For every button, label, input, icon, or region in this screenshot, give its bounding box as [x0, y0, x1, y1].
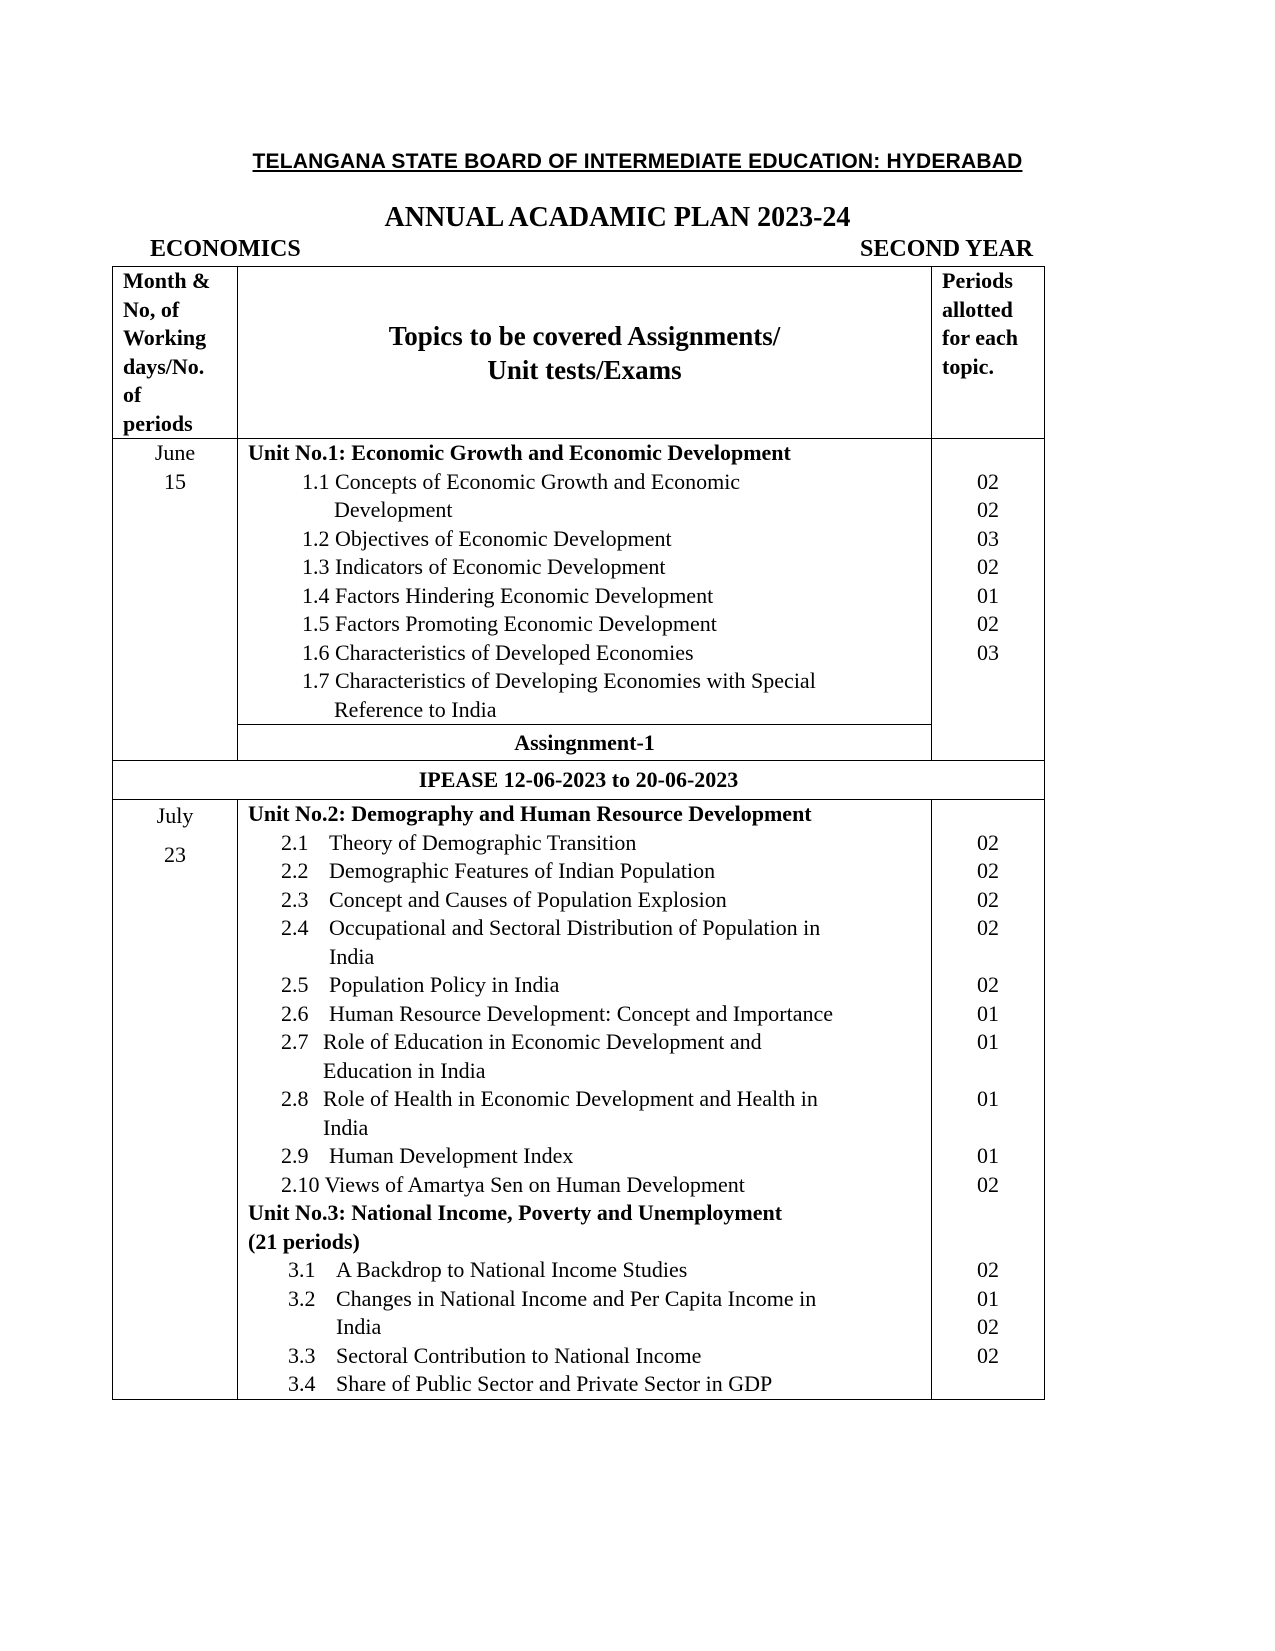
- board-title: TELANGANA STATE BOARD OF INTERMEDIATE EDUCATION: HYDERABAD: [252, 150, 1023, 173]
- period-value: 02: [977, 858, 999, 883]
- topic-line: Reference to India: [334, 696, 497, 722]
- period-value: 01: [977, 1000, 999, 1026]
- topic-line: 3.1 A Backdrop to National Income Studies: [288, 1257, 688, 1282]
- period-value: 02: [977, 886, 999, 912]
- topic-line: 1.7 Characteristics of Developing Economies with Special: [302, 668, 816, 693]
- topic-line: 1.6 Characteristics of Developed Economies: [302, 639, 694, 665]
- table-header-row: [113, 267, 1045, 439]
- period-value: 02: [977, 554, 999, 579]
- topic-line-continued: India: [329, 943, 375, 969]
- period-value: 02: [977, 1171, 999, 1197]
- subject-label: ECONOMICS: [150, 236, 301, 262]
- working-days: 15: [164, 468, 186, 494]
- period-value: [932, 1228, 1044, 1257]
- topic-line: 2.7 Role of Education in Economic Development and: [281, 1029, 762, 1054]
- period-value: 03: [977, 639, 999, 665]
- month-name: July: [156, 803, 194, 828]
- unit-heading: Unit No.2: Demography and Human Resource Development: [248, 801, 812, 826]
- topic-line: 2.9 Human Development Index: [281, 1143, 574, 1168]
- periods-cell-june: [932, 439, 1045, 761]
- year-label: SECOND YEAR: [860, 236, 1034, 262]
- table-row-july: [113, 800, 1045, 1400]
- topics-column-header: Topics to be covered Assignments/ Unit tests/Exams: [238, 267, 932, 439]
- month-cell-june: [113, 439, 238, 761]
- topic-line: 2.2 Demographic Features of Indian Population: [281, 858, 716, 883]
- periods-column-header: Periods allotted for each topic.: [932, 267, 1045, 439]
- period-value: 02: [977, 497, 999, 522]
- topic-line: 3.2 Changes in National Income and Per Capita Income in: [288, 1285, 817, 1311]
- month-cell-july: [113, 800, 238, 1400]
- topic-line-continued: India: [336, 1314, 382, 1339]
- topic-line: 1.3 Indicators of Economic Development: [302, 554, 666, 579]
- period-value: 02: [977, 915, 999, 940]
- period-value: [932, 1057, 1044, 1086]
- exam-label: IPEASE 12-06-2023 to 20-06-2023: [113, 761, 1045, 800]
- period-value: 01: [977, 1143, 999, 1168]
- unit-heading: Unit No.1: Economic Growth and Economic Development: [248, 440, 791, 465]
- topic-line: 2.4 Occupational and Sectoral Distribution of Population in: [281, 915, 821, 940]
- topic-line-continued: Education in India: [323, 1057, 486, 1083]
- period-value: 02: [977, 1314, 999, 1339]
- topics-cell-july: [238, 800, 932, 1400]
- period-value: 01: [977, 582, 999, 608]
- assignment-label: Assingnment-1: [238, 724, 931, 760]
- period-value: 02: [977, 972, 999, 997]
- exam-row: [113, 761, 1045, 800]
- month-name: June: [154, 440, 196, 465]
- unit-heading: Unit No.3: National Income, Poverty and Unemployment: [248, 1200, 783, 1225]
- topics-cell-june: [238, 439, 932, 761]
- period-value: 01: [977, 1029, 999, 1054]
- period-value: [932, 943, 1044, 972]
- topic-line: 1.5 Factors Promoting Economic Development: [302, 611, 717, 636]
- topic-line: 2.6 Human Resource Development: Concept and Importance: [281, 1000, 834, 1026]
- topic-line: 2.10 Views of Amartya Sen on Human Development: [281, 1171, 745, 1197]
- plan-title: ANNUAL ACADAMIC PLAN 2023-24: [384, 202, 851, 233]
- topic-line: 3.3 Sectoral Contribution to National Income: [288, 1342, 702, 1368]
- period-value: 02: [977, 611, 999, 636]
- unit-periods-note: (21 periods): [248, 1228, 360, 1254]
- period-value: 02: [977, 468, 999, 494]
- topic-line: 2.1 Theory of Demographic Transition: [281, 829, 637, 855]
- topic-line-continued: India: [323, 1114, 369, 1140]
- period-value: 01: [977, 1086, 999, 1111]
- annual-plan-table: [112, 266, 1045, 1400]
- topic-line: Development: [334, 497, 453, 522]
- topic-line: 1.4 Factors Hindering Economic Development: [302, 582, 714, 608]
- topic-line: 3.4 Share of Public Sector and Private Sector in GDP: [288, 1371, 773, 1396]
- period-value: 02: [977, 829, 999, 855]
- period-value: [932, 1114, 1044, 1143]
- period-value: [932, 1199, 1044, 1228]
- table-row-june: [113, 439, 1045, 761]
- working-days: 23: [164, 841, 186, 867]
- period-value: 03: [977, 525, 999, 551]
- period-value: 02: [977, 1257, 999, 1282]
- periods-cell-july: [932, 800, 1045, 1400]
- topic-line: 2.8 Role of Health in Economic Development and Health in: [281, 1086, 818, 1111]
- topic-line: 1.1 Concepts of Economic Growth and Economic: [302, 468, 741, 494]
- period-value: 01: [977, 1285, 999, 1311]
- period-value: 02: [977, 1342, 999, 1368]
- topic-line: 2.5 Population Policy in India: [281, 972, 560, 997]
- topic-line: 1.2 Objectives of Economic Development: [302, 525, 672, 551]
- month-column-header: Month & No, of Working days/No. of periods: [113, 267, 238, 439]
- topic-line: 2.3 Concept and Causes of Population Explosion: [281, 886, 727, 912]
